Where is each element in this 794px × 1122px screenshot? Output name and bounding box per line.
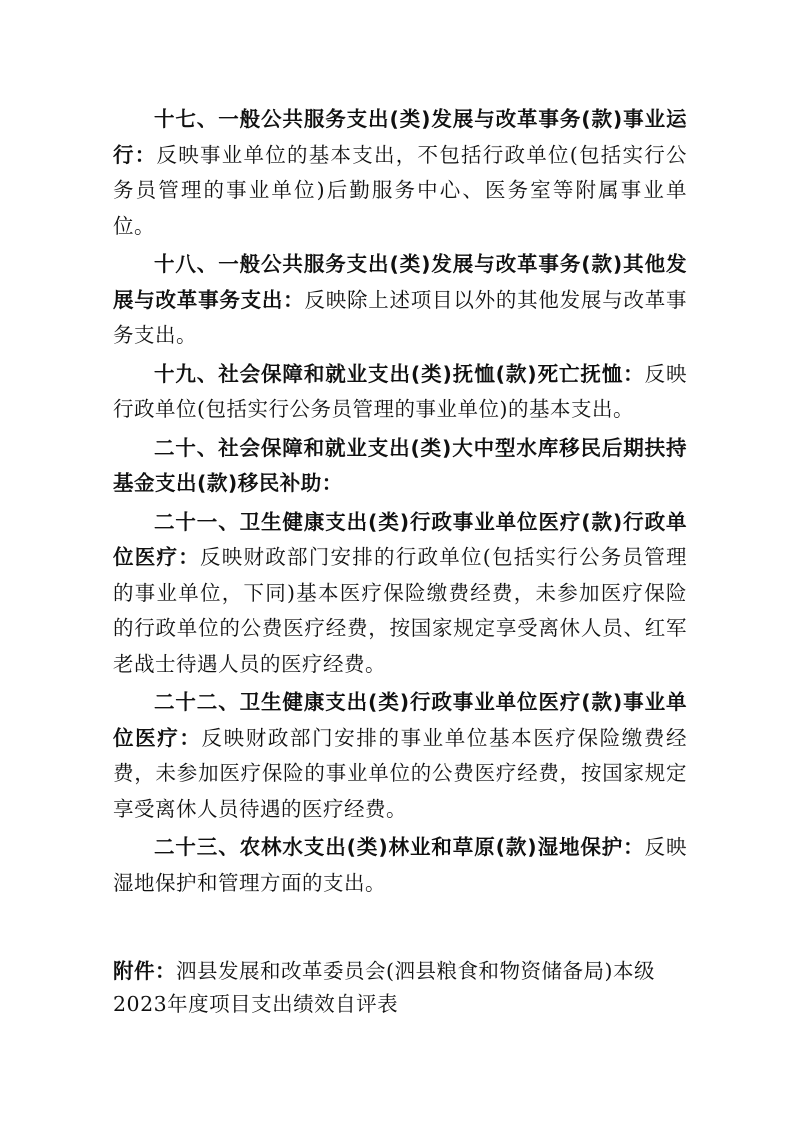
paragraph-text: 反映湿地保护和管理方面的支出。 — [113, 835, 687, 895]
paragraph-text: 反映事业单位的基本支出，不包括行政单位(包括实行公务员管理的事业单位)后勤服务中心、医务室等附属事业单位。 — [113, 142, 687, 238]
paragraph-heading: 十七、一般公共服务支出(类)发展与改革事务(款)事业运行： — [113, 107, 687, 167]
paragraph-text: 反映除上述项目以外的其他发展与改革事务支出。 — [113, 287, 688, 347]
paragraph-20 — [113, 431, 687, 502]
attachment-note — [113, 955, 687, 1021]
paragraph-heading: 二十、社会保障和就业支出(类)大中型水库移民后期扶持基金支出(款)移民补助： — [113, 435, 687, 495]
paragraph-heading: 十八、一般公共服务支出(类)发展与改革事务(款)其他发展与改革事务支出： — [113, 252, 687, 312]
paragraph-23 — [113, 830, 687, 901]
attachment-label: 附件： — [113, 959, 176, 983]
paragraph-21 — [113, 505, 687, 683]
paragraph-17 — [113, 102, 687, 244]
paragraph-heading: 二十二、卫生健康支出(类)行政事业单位医疗(款)事业单位医疗： — [113, 690, 687, 750]
paragraph-18 — [113, 247, 687, 354]
paragraph-22 — [113, 685, 687, 827]
paragraph-text: 反映财政部门安排的事业单位基本医疗保险缴费经费，未参加医疗保险的事业单位的公费医疗经费，按国家规定享受离休人员待遇的医疗经费。 — [113, 725, 688, 821]
paragraph-19 — [113, 357, 687, 428]
paragraph-text: 反映财政部门安排的行政单位(包括实行公务员管理的事业单位，下同)基本医疗保险缴费经费，未参加医疗保险的行政单位的公费医疗经费，按国家规定享受离休人员、红军老战士待遇人员的医疗经费。 — [113, 545, 687, 676]
document-body — [113, 102, 687, 904]
paragraph-text: 反映行政单位(包括实行公务员管理的事业单位)的基本支出。 — [113, 361, 687, 421]
paragraph-heading: 二十三、农林水支出(类)林业和草原(款)湿地保护： — [154, 835, 645, 859]
paragraph-heading: 十九、社会保障和就业支出(类)抚恤(款)死亡抚恤： — [154, 361, 645, 386]
paragraph-heading: 二十一、卫生健康支出(类)行政事业单位医疗(款)行政单位医疗： — [113, 509, 687, 569]
attachment-text: 泗县发展和改革委员会(泗县粮食和物资储备局)本级2023年度项目支出绩效自评表 — [113, 959, 655, 1016]
